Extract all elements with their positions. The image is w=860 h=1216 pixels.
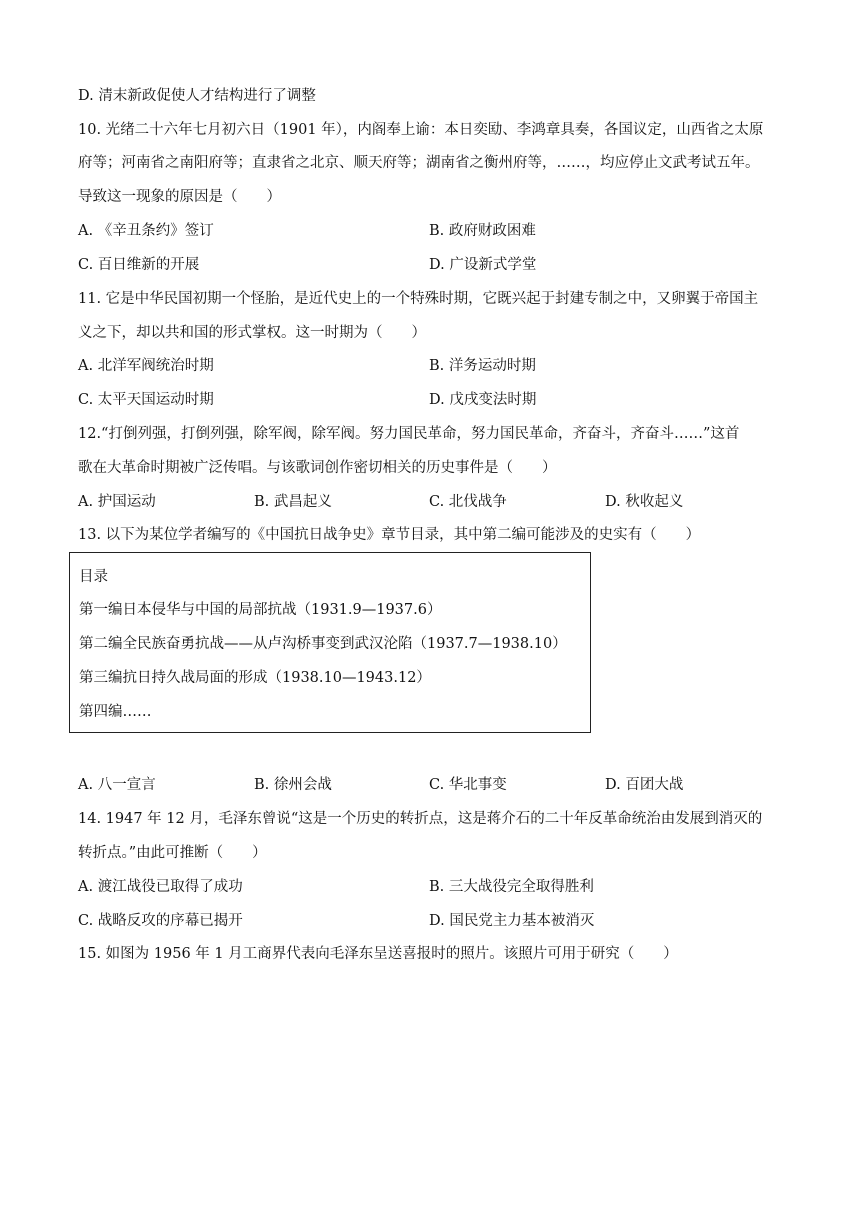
- q13-option-c: C. 华北事变: [429, 777, 507, 793]
- q14-option-a: A. 渡江战役已取得了成功: [78, 879, 243, 895]
- q10-option-c: C. 百日维新的开展: [78, 257, 200, 273]
- q13-option-b: B. 徐州会战: [254, 777, 332, 793]
- q10-option-d: D. 广设新式学堂: [429, 257, 537, 273]
- q12-option-a: A. 护国运动: [78, 494, 156, 510]
- toc-item-1: 第一编日本侵华与中国的局部抗战（1931.9—1937.6）: [79, 602, 442, 618]
- table-of-contents-box: [69, 552, 591, 733]
- q10-stem-line2: 府等；河南省之南阳府等；直隶省之北京、顺天府等；湖南省之衡州府等，……，均应停止文武考试五年。: [78, 155, 760, 171]
- q13-option-a: A. 八一宣言: [78, 777, 156, 793]
- q14-option-b: B. 三大战役完全取得胜利: [429, 879, 594, 895]
- q12-stem-line2: 歌在大革命时期被广泛传唱。与该歌词创作密切相关的历史事件是（ ）: [78, 460, 557, 476]
- q10-stem-line3: 导致这一现象的原因是（ ）: [78, 189, 281, 205]
- q14-option-d: D. 国民党主力基本被消灭: [429, 913, 595, 929]
- q9-option-d: D. 清末新政促使人才结构进行了调整: [78, 88, 316, 104]
- q10-option-a: A. 《辛丑条约》签订: [78, 223, 214, 239]
- q11-option-c: C. 太平天国运动时期: [78, 392, 214, 408]
- q12-option-d: D. 秋收起义: [605, 494, 684, 510]
- q11-stem-line2: 义之下，却以共和国的形式掌权。这一时期为（ ）: [78, 325, 426, 341]
- q14-stem-line2: 转折点。”由此可推断（ ）: [78, 845, 267, 861]
- q11-option-b: B. 洋务运动时期: [429, 358, 536, 374]
- q14-option-c: C. 战略反攻的序幕已揭开: [78, 913, 243, 929]
- q11-option-a: A. 北洋军阀统治时期: [78, 358, 214, 374]
- toc-item-3: 第三编抗日持久战局面的形成（1938.10—1943.12）: [79, 670, 431, 686]
- toc-item-2: 第二编全民族奋勇抗战——从卢沟桥事变到武汉沦陷（1937.7—1938.10）: [79, 636, 567, 652]
- q12-stem-line1: 12.“打倒列强，打倒列强，除军阀，除军阀。努力国民革命，努力国民革命，齐奋斗，齐奋斗……”这首: [78, 426, 740, 442]
- q12-option-c: C. 北伐战争: [429, 494, 507, 510]
- q11-stem-line1: 11. 它是中华民国初期一个怪胎，是近代史上的一个特殊时期，它既兴起于封建专制之中，又卵翼于帝国主: [78, 291, 759, 307]
- q10-option-b: B. 政府财政困难: [429, 223, 536, 239]
- q14-stem-line1: 14. 1947 年 12 月，毛泽东曾说“这是一个历史的转折点，这是蒋介石的二十年反革命统治由发展到消灭的: [78, 811, 763, 827]
- toc-title: 目录: [79, 569, 108, 585]
- toc-item-4: 第四编……: [79, 704, 152, 720]
- q10-stem-line1: 10. 光绪二十六年七月初六日（1901 年），内阁奉上谕：本日奕劻、李鸿章具奏，各国议定，山西省之太原: [78, 122, 764, 138]
- q12-option-b: B. 武昌起义: [254, 494, 332, 510]
- q13-option-d: D. 百团大战: [605, 777, 684, 793]
- q11-option-d: D. 戊戌变法时期: [429, 392, 537, 408]
- q13-stem-line1: 13. 以下为某位学者编写的《中国抗日战争史》章节目录，其中第二编可能涉及的史实有（ ）: [78, 527, 701, 543]
- q15-stem-line1: 15. 如图为 1956 年 1 月工商界代表向毛泽东呈送喜报时的照片。该照片可用于研究（ ）: [78, 946, 678, 962]
